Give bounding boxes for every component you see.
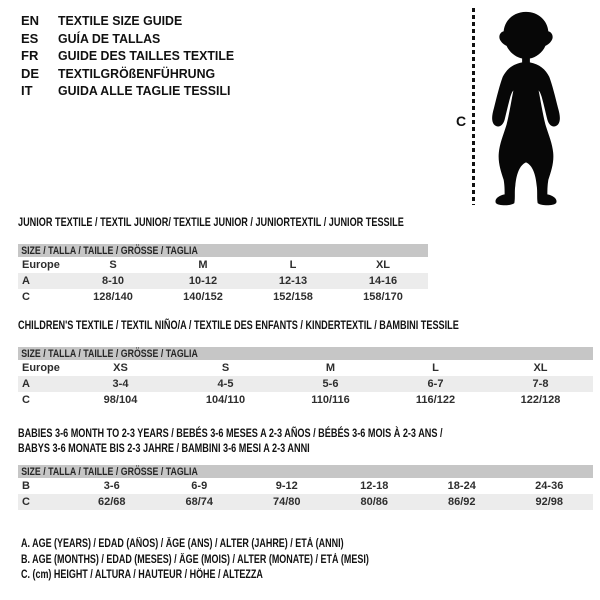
row-label: B [22, 480, 30, 492]
language-label: TEXTILE SIZE GUIDE [58, 13, 183, 28]
table-cell: 8-10 [101, 275, 125, 287]
table-cell: 122/128 [520, 394, 561, 406]
table-cell: 6-7 [427, 378, 444, 390]
height-measure-dotted-line [472, 8, 475, 205]
table-cell: 5-6 [322, 378, 339, 390]
footnote-line: C. (cm) HEIGHT / ALTURA / HAUTEUR / HÖHE / ALTEZZA [21, 569, 263, 581]
language-code: ES [21, 30, 39, 46]
table-row [18, 494, 593, 510]
language-item [21, 82, 243, 100]
table-cell: 128/140 [93, 291, 133, 303]
language-code: IT [21, 83, 33, 99]
table-row [18, 360, 593, 376]
language-code: FR [21, 48, 39, 64]
size-table [18, 257, 428, 305]
row-label: C [22, 291, 30, 303]
section-title-line: JUNIOR TEXTILE / TEXTIL JUNIOR/ TEXTILE JUNIOR / JUNIORTEXTIL / JUNIOR TESSILE [18, 215, 404, 229]
size-header-bar [18, 347, 593, 360]
row-label: C [22, 496, 30, 508]
table-cell: 104/110 [205, 394, 246, 406]
height-measure-label: C [456, 113, 467, 129]
size-section-junior [18, 215, 593, 305]
table-cell: 18-24 [447, 480, 476, 492]
section-title [18, 318, 459, 333]
table-cell: 3-6 [103, 480, 120, 492]
footnote-line: B. AGE (MONTHS) / EDAD (MESES) / ÂGE (MOIS) / ALTER (MONATE) / ETÀ (MESI) [21, 553, 369, 566]
language-label: GUIDA ALLE TAGLIE TESSILI [58, 83, 231, 99]
table-row [18, 376, 593, 392]
table-cell: XL [533, 362, 548, 374]
table-cell: L [289, 259, 297, 271]
size-table [18, 478, 593, 510]
row-label: C [22, 394, 30, 406]
table-cell: M [198, 259, 208, 271]
size-table [18, 360, 593, 408]
table-row [18, 478, 593, 494]
section-title-line: CHILDREN'S TEXTILE / TEXTIL NIÑO/A / TEXTILE DES ENFANTS / KINDERTEXTIL / BAMBINI TESSILE [18, 318, 459, 332]
table-cell: 7-8 [532, 378, 549, 390]
row-label: Europe [22, 259, 60, 271]
table-cell: L [432, 362, 439, 374]
table-cell: 158/170 [363, 291, 403, 303]
section-title [18, 215, 455, 230]
table-cell: S [109, 259, 117, 271]
table-cell: 10-12 [188, 275, 218, 287]
table-cell: 9-12 [275, 480, 298, 492]
language-label: TEXTILGRÖßENFÜHRUNG [58, 65, 216, 81]
table-cell: 140/152 [183, 291, 223, 303]
baby-silhouette [483, 8, 569, 207]
table-row [18, 273, 428, 289]
language-label: GUIDE DES TAILLES TEXTILE [58, 48, 235, 64]
size-header-label: SIZE / TALLA / TAILLE / GRÖSSE / TAGLIA [21, 465, 198, 478]
row-label: Europe [22, 362, 60, 374]
size-header-label: SIZE / TALLA / TAILLE / GRÖSSE / TAGLIA [21, 244, 198, 257]
footnote-line: A. AGE (YEARS) / EDAD (AÑOS) / ÂGE (ANS) / ALTER (JAHRE) / ETÀ (ANNI) [21, 538, 344, 550]
section-title-line: BABIES 3-6 MONTH TO 2-3 YEARS / BEBÉS 3-6 MESES A 2-3 AÑOS / BÉBÉS 3-6 MOIS À 2-3 ANS / [18, 426, 443, 440]
table-cell: XS [113, 362, 128, 374]
table-cell: 14-16 [368, 275, 398, 287]
table-cell: M [325, 362, 336, 374]
table-cell: 110/116 [311, 394, 350, 406]
table-cell: 62/68 [97, 496, 126, 508]
row-label: A [22, 275, 30, 287]
language-list [21, 12, 243, 100]
table-cell: 6-9 [191, 480, 208, 492]
table-cell: 80/86 [360, 496, 389, 508]
table-cell: 68/74 [185, 496, 214, 508]
table-cell: 152/158 [273, 291, 313, 303]
baby-silhouette-icon [483, 8, 569, 207]
language-item [21, 30, 243, 48]
language-item [21, 47, 243, 65]
size-section-babies [18, 426, 593, 510]
table-row [18, 392, 593, 408]
table-cell: 4-5 [217, 378, 234, 390]
section-title [18, 426, 455, 456]
table-cell: 116/122 [415, 394, 456, 406]
size-header-label: SIZE / TALLA / TAILLE / GRÖSSE / TAGLIA [21, 347, 198, 360]
language-code: EN [21, 13, 40, 28]
table-cell: 86/92 [447, 496, 476, 508]
table-cell: 92/98 [535, 496, 564, 508]
footnotes [21, 537, 467, 584]
language-item [21, 65, 243, 83]
table-cell: 98/104 [103, 394, 138, 406]
language-code: DE [21, 65, 40, 81]
section-title-line: BABYS 3-6 MONATE BIS 2-3 JAHRE / BAMBINI 3-6 MESI A 2-3 ANNI [18, 441, 310, 455]
size-header-bar [18, 244, 428, 257]
table-cell: XL [375, 259, 391, 271]
table-cell: 12-13 [278, 275, 308, 287]
table-cell: S [221, 362, 230, 374]
table-cell: 12-18 [360, 480, 389, 492]
language-item [21, 12, 243, 30]
table-row [18, 289, 428, 305]
language-label: GUÍA DE TALLAS [58, 30, 161, 46]
table-cell: 3-4 [112, 378, 129, 390]
size-header-bar [18, 465, 593, 478]
table-cell: 24-36 [535, 480, 564, 492]
row-label: A [22, 378, 30, 390]
size-section-children [18, 318, 593, 408]
table-cell: 74/80 [272, 496, 301, 508]
table-row [18, 257, 428, 273]
